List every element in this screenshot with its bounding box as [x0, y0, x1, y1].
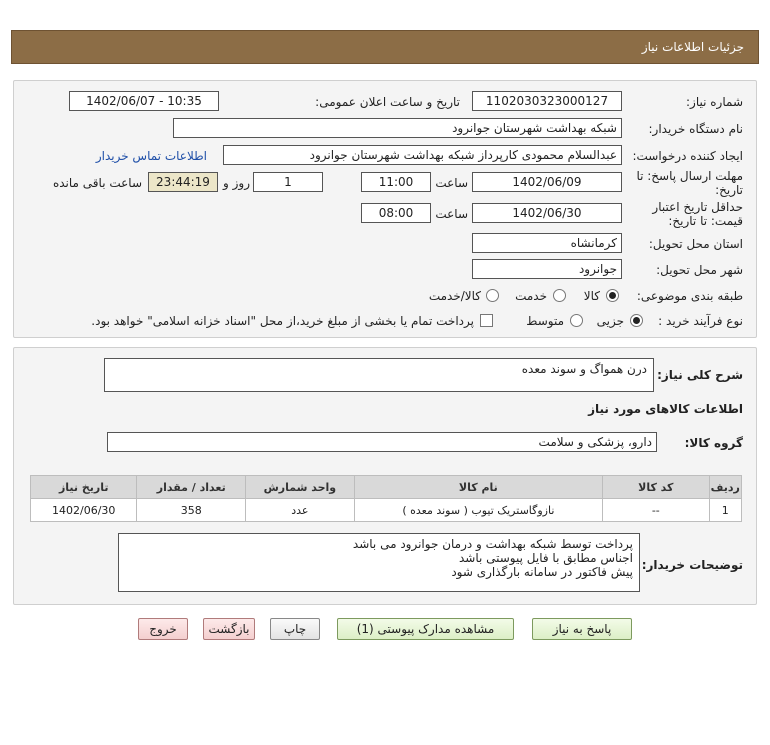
col-name: نام کالا — [354, 476, 602, 499]
col-need-date: تاریخ نیاز — [31, 476, 137, 499]
description-field[interactable]: درن همواگ و سوند معده — [104, 358, 654, 392]
city-label: شهر محل تحویل: — [656, 263, 743, 277]
category-radio-goods-service[interactable] — [486, 289, 499, 302]
process-label: نوع فرآیند خرید : — [658, 314, 743, 328]
buyer-notes-label: توضیحات خریدار: — [641, 558, 743, 572]
col-qty: تعداد / مقدار — [137, 476, 246, 499]
validity-time-field[interactable]: 08:00 — [361, 203, 431, 223]
process-option-minor: جزیی — [596, 314, 624, 328]
buyer-note-line: پرداخت توسط شبکه بهداشت و درمان جوانرود می باشد — [352, 537, 633, 551]
back-button[interactable]: بازگشت — [203, 618, 255, 640]
cell-need-date: 1402/06/30 — [31, 499, 137, 522]
treasury-payment-note: پرداخت تمام یا بخشی از مبلغ خرید،از محل "اسناد خزانه اسلامی" خواهد بود. — [91, 314, 474, 328]
category-option-goods-service: کالا/خدمت — [428, 289, 481, 303]
page-header — [11, 30, 759, 64]
goods-section-title: اطلاعات کالاهای مورد نیاز — [588, 402, 743, 416]
buyer-org-field[interactable]: شبکه بهداشت شهرستان جوانرود — [173, 118, 622, 138]
description-label: شرح کلی نیاز: — [657, 368, 743, 382]
category-option-goods: کالا — [583, 289, 600, 303]
buyer-notes-field[interactable] — [118, 533, 640, 592]
validity-date-field[interactable]: 1402/06/30 — [472, 203, 622, 223]
need-number-label: شماره نیاز: — [686, 95, 743, 109]
category-radio-service[interactable] — [553, 289, 566, 302]
validity-label-line2: قیمت: تا تاریخ: — [668, 214, 743, 228]
requester-field[interactable]: عبدالسلام محمودی کارپرداز شبکه بهداشت شهرستان جوانرود — [223, 145, 622, 165]
deadline-date-field[interactable]: 1402/06/09 — [472, 172, 622, 192]
col-row: ردیف — [709, 476, 741, 499]
process-radio-minor[interactable] — [630, 314, 643, 327]
col-code: کد کالا — [603, 476, 709, 499]
cell-qty: 358 — [137, 499, 246, 522]
treasury-payment-checkbox[interactable] — [480, 314, 493, 327]
goods-group-label: گروه کالا: — [684, 436, 743, 450]
remaining-time-label: ساعت باقی مانده — [52, 176, 142, 190]
announce-label: تاریخ و ساعت اعلان عمومی: — [315, 95, 460, 109]
buyer-note-line: پیش فاکتور در سامانه بارگذاری شود — [451, 565, 633, 579]
col-unit: واحد شمارش — [246, 476, 355, 499]
validity-time-label: ساعت — [435, 207, 468, 221]
category-radio-goods[interactable] — [606, 289, 619, 302]
goods-table-header — [31, 476, 742, 499]
announce-field[interactable]: 1402/06/07 - 10:35 — [69, 91, 219, 111]
requester-label: ایجاد کننده درخواست: — [632, 149, 743, 163]
print-button[interactable]: چاپ — [270, 618, 320, 640]
goods-table — [30, 475, 742, 522]
process-radio-medium[interactable] — [570, 314, 583, 327]
days-label: روز و — [223, 176, 250, 190]
buyer-note-line: اجناس مطابق با فایل پیوستی باشد — [458, 551, 633, 565]
buyer-org-label: نام دستگاه خریدار: — [648, 122, 743, 136]
need-number-field[interactable]: 1102030323000127 — [472, 91, 622, 111]
exit-button[interactable]: خروج — [138, 618, 188, 640]
deadline-label-line2: تاریخ: — [715, 183, 743, 197]
reply-button[interactable]: پاسخ به نیاز — [532, 618, 632, 640]
page-title: جزئیات اطلاعات نیاز — [641, 40, 744, 54]
buyer-contact-link[interactable]: اطلاعات تماس خریدار — [95, 149, 207, 163]
cell-unit: عدد — [246, 499, 355, 522]
deadline-time-label: ساعت — [435, 176, 468, 190]
view-attachments-button[interactable]: مشاهده مدارک پیوستی (1) — [337, 618, 514, 640]
province-label: استان محل تحویل: — [648, 237, 743, 251]
cell-name: نازوگاستریک تیوب ( سوند معده ) — [354, 499, 602, 522]
city-field[interactable]: جوانرود — [472, 259, 622, 279]
province-field[interactable]: کرمانشاه — [472, 233, 622, 253]
process-option-medium: متوسط — [526, 314, 564, 328]
category-option-service: خدمت — [515, 289, 547, 303]
cell-row: 1 — [709, 499, 741, 522]
deadline-time-field[interactable]: 11:00 — [361, 172, 431, 192]
goods-group-field[interactable]: دارو، پزشکی و سلامت — [107, 432, 657, 452]
days-field[interactable]: 1 — [253, 172, 323, 192]
deadline-label-line1: مهلت ارسال پاسخ: تا — [636, 169, 743, 183]
validity-label-line1: حداقل تاریخ اعتبار — [652, 200, 743, 214]
remaining-time-field: 23:44:19 — [148, 172, 218, 192]
table-row[interactable] — [31, 499, 742, 522]
category-label: طبقه بندی موضوعی: — [636, 289, 743, 303]
cell-code: -- — [603, 499, 709, 522]
